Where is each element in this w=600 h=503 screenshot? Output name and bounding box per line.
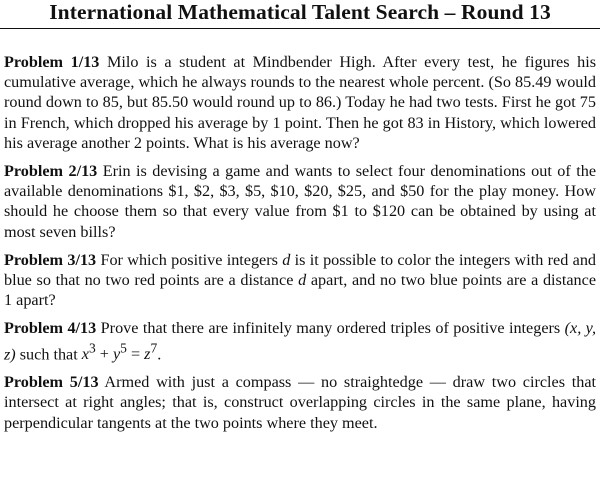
exponent: 3: [88, 340, 96, 356]
problem-text: Armed with just a compass — no straightedge — draw two circles that intersect at right angles; that is, construct overlapping circles in the same plane, having perpendicular tangents at the two points where they meet.: [4, 373, 597, 432]
problem-text: such that: [19, 345, 78, 364]
math-triple: (x, y, z): [4, 319, 597, 364]
problem-text: .: [157, 345, 162, 364]
math-operator: =: [130, 345, 141, 364]
math-variable-x: x: [81, 345, 89, 364]
problem-list: [4, 52, 596, 441]
problem-text: For which positive integers: [100, 250, 278, 269]
problem-1: [4, 52, 596, 153]
problem-label: Problem 2/13: [4, 162, 98, 181]
math-variable-z: z: [144, 345, 151, 364]
problem-label: Problem 5/13: [4, 373, 99, 392]
problem-4: [4, 318, 596, 364]
exponent: 7: [150, 340, 158, 356]
problem-label: Problem 1/13: [4, 53, 100, 71]
problem-label: Problem 3/13: [4, 250, 97, 269]
page-title: International Mathematical Talent Search – Round 13: [49, 0, 551, 24]
problem-label: Problem 4/13: [4, 319, 97, 338]
math-variable-d: d: [298, 271, 307, 290]
problem-text: apart, and no two blue points are a distance 1 apart?: [4, 271, 596, 310]
math-variable-d: d: [282, 250, 291, 269]
problem-5: [4, 372, 596, 433]
problem-2: [4, 161, 596, 242]
math-equation: [81, 340, 158, 364]
title-divider: [0, 28, 600, 29]
problem-text: Prove that there are infinitely many ordered triples of positive integers: [100, 319, 561, 338]
problem-text: is it possible to color the integers with red and blue so that no two red points are a distance: [4, 250, 597, 290]
math-operator: +: [99, 345, 109, 364]
exponent: 5: [120, 340, 127, 356]
math-variable-y: y: [112, 345, 121, 364]
problem-text: Milo is a student at Mindbender High. After every test, he figures his cumulative average, which he always rounds to the nearest whole percent. (So 85.49 would round down to 85, but 85.50 would round up to 86.) Today he had two tests. First he got 75 in French, which dropped his average by 1 point. Then he got 83 in History, which lowered his average another 2 points. What is his average now?: [4, 53, 596, 152]
problem-text: Erin is devising a game and wants to select four denominations out of the available denominations $1, $2, $3, $5, $10, $20, $25, and $50 for the play money. How should he choose them so that every value from $1 to $120 can be obtained by using at most seven bills?: [4, 162, 596, 241]
problem-3: [4, 250, 596, 311]
